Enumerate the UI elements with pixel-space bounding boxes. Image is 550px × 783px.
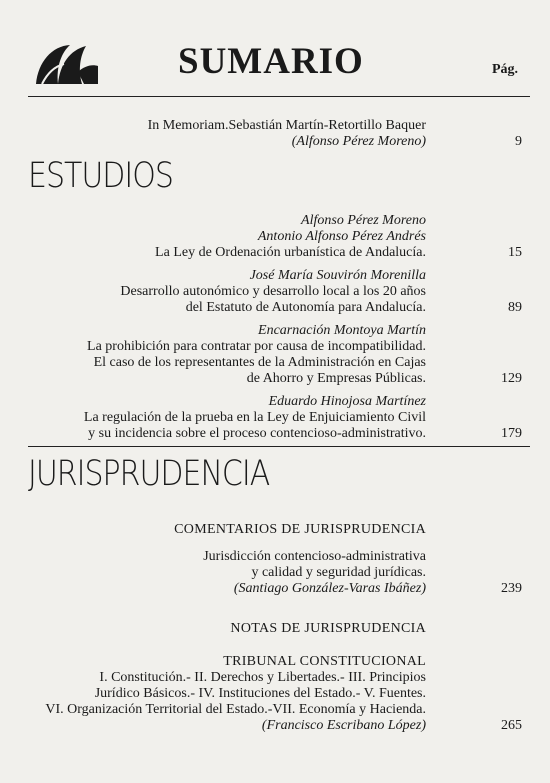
entry-author: (Santiago González-Varas Ibáñez)	[233, 581, 426, 596]
entry-title-line: y calidad y seguridad jurídicas.	[251, 565, 426, 580]
page-number: 179	[501, 426, 522, 441]
toc-entry	[87, 323, 426, 387]
page-number: 89	[508, 300, 522, 315]
entry-author: Alfonso Pérez Moreno	[301, 213, 426, 228]
page-number: 129	[501, 371, 522, 386]
toc-entry	[203, 549, 426, 597]
entry-title-line: La regulación de la prueba en la Ley de Enjuiciamiento Civil	[83, 410, 426, 425]
entry-title-line: La prohibición para contratar por causa de incompatibilidad.	[87, 339, 426, 354]
toc-entry	[155, 213, 426, 261]
subsection-heading-notas: NOTAS DE JURISPRUDENCIA	[230, 621, 426, 636]
subsection-heading-comentarios: COMENTARIOS DE JURISPRUDENCIA	[174, 522, 426, 537]
section-heading-jurisprudencia: JURISPRUDENCIA	[28, 454, 270, 495]
toc-entry	[120, 268, 426, 316]
toc-entry	[45, 670, 426, 734]
toc-entry	[84, 394, 426, 442]
entry-title-line: y su incidencia sobre el proceso contencioso-administrativo.	[88, 426, 426, 441]
header-divider	[28, 96, 530, 97]
entry-author: (Francisco Escribano López)	[261, 718, 426, 733]
entry-title: In Memoriam.Sebastián Martín-Retortillo Baquer	[147, 118, 426, 133]
page-number: 239	[501, 581, 522, 596]
page-title: SUMARIO	[178, 41, 364, 82]
entry-title-line: La Ley de Ordenación urbanística de Andalucía.	[155, 245, 426, 260]
entry-author: (Alfonso Pérez Moreno)	[291, 134, 426, 149]
entry-title-line: VI. Organización Territorial del Estado.-VII. Economía y Hacienda.	[45, 702, 426, 717]
page-number: 9	[515, 134, 522, 149]
entry-title-line: El caso de los representantes de la Administración en Cajas	[93, 355, 426, 370]
entry-title-line: Jurídico Básicos.- IV. Instituciones del Estado.- V. Fuentes.	[94, 686, 426, 701]
entry-author: Eduardo Hinojosa Martínez	[268, 394, 426, 409]
journal-logo	[34, 42, 100, 86]
entry-author: Encarnación Montoya Martín	[258, 323, 426, 338]
entry-title-line: del Estatuto de Autonomía para Andalucía.	[185, 300, 426, 315]
entry-title-line: Desarrollo autonómico y desarrollo local a los 20 años	[120, 284, 426, 299]
entry-title-line: I. Constitución.- II. Derechos y Libertades.- III. Principios	[99, 670, 426, 685]
entry-title-line: Jurisdicción contencioso-administrativa	[203, 549, 426, 564]
entry-title-line: de Ahorro y Empresas Públicas.	[246, 371, 426, 386]
page-number: 265	[501, 718, 522, 733]
toc-entry-memoriam	[148, 118, 426, 150]
entry-author: Antonio Alfonso Pérez Andrés	[257, 229, 426, 244]
page-column-label: Pág.	[491, 62, 518, 77]
section-heading-estudios: ESTUDIOS	[28, 156, 173, 197]
subsection-heading-tribunal: TRIBUNAL CONSTITUCIONAL	[223, 654, 426, 669]
page-number: 15	[508, 245, 522, 260]
section-divider	[28, 446, 530, 447]
entry-author: José María Souvirón Morenilla	[249, 268, 426, 283]
